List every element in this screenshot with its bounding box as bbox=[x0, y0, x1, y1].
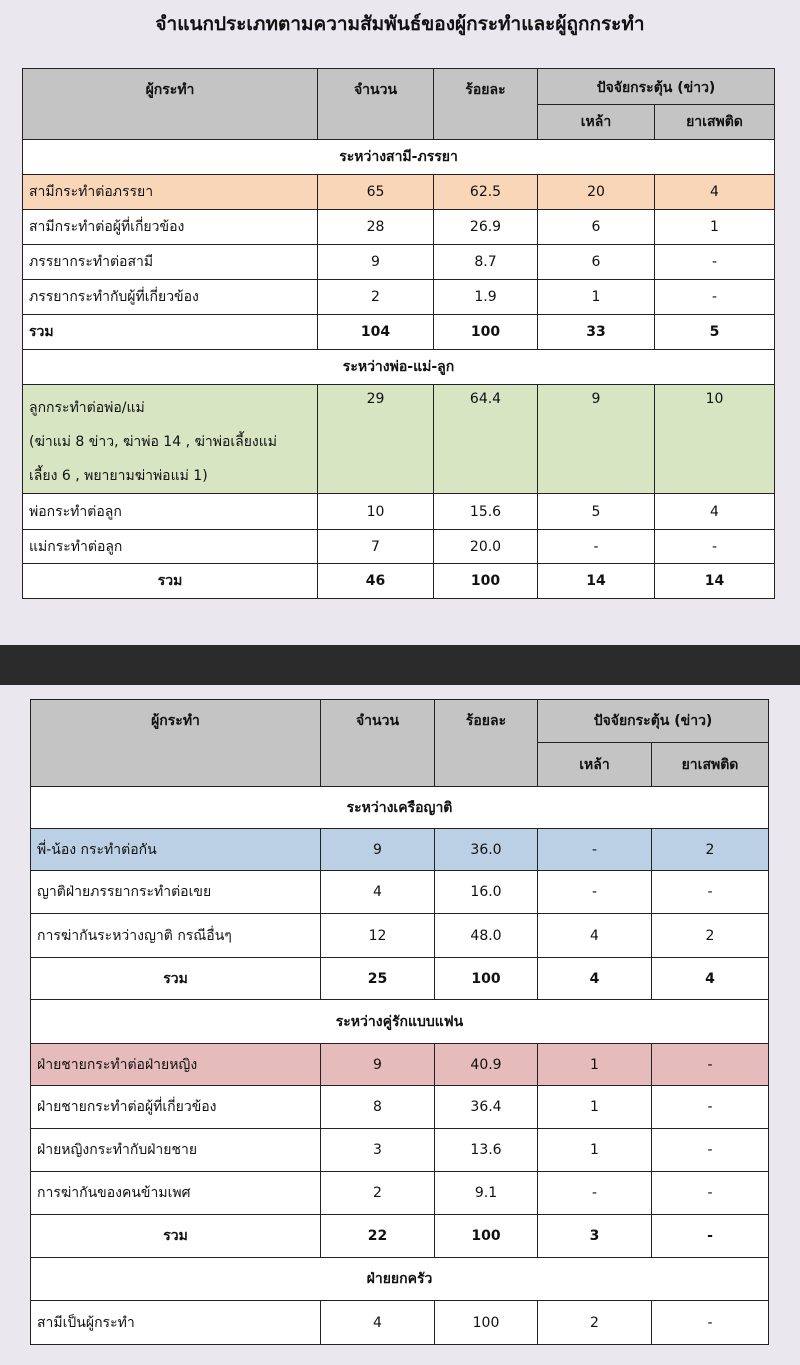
header-percent: ร้อยละ bbox=[434, 69, 538, 140]
row-alcohol: 1 bbox=[538, 1044, 652, 1086]
header-row bbox=[23, 69, 775, 105]
total-drugs: 4 bbox=[652, 958, 769, 1000]
table-row bbox=[31, 1086, 769, 1129]
row-actor: ภรรยากระทำกับผู้ที่เกี่ยวข้อง bbox=[23, 280, 318, 315]
table-row bbox=[31, 871, 769, 914]
row-drugs: 4 bbox=[655, 175, 775, 210]
header-factor: ปัจจัยกระตุ้น (ข่าว) bbox=[538, 700, 769, 743]
row-count: 2 bbox=[321, 1172, 435, 1215]
row-percent: 100 bbox=[435, 1301, 538, 1345]
table-row bbox=[23, 175, 775, 210]
total-count: 104 bbox=[318, 315, 434, 350]
row-drugs: - bbox=[652, 1129, 769, 1172]
row-actor: สามีกระทำต่อผู้ที่เกี่ยวข้อง bbox=[23, 210, 318, 245]
total-drugs: 5 bbox=[655, 315, 775, 350]
row-actor: ฝ่ายชายกระทำต่อฝ่ายหญิง bbox=[31, 1044, 321, 1086]
total-drugs: 14 bbox=[655, 564, 775, 599]
relationship-table-2 bbox=[30, 699, 769, 1345]
total-alcohol: 33 bbox=[538, 315, 655, 350]
header-percent: ร้อยละ bbox=[435, 700, 538, 787]
header-row bbox=[31, 700, 769, 743]
row-percent: 40.9 bbox=[435, 1044, 538, 1086]
table-row bbox=[31, 914, 769, 958]
row-alcohol: 1 bbox=[538, 280, 655, 315]
row-drugs: - bbox=[655, 280, 775, 315]
row-count: 12 bbox=[321, 914, 435, 958]
row-actor: พี่-น้อง กระทำต่อกัน bbox=[31, 829, 321, 871]
row-percent: 15.6 bbox=[434, 494, 538, 530]
row-alcohol: 9 bbox=[538, 385, 655, 494]
row-count: 28 bbox=[318, 210, 434, 245]
row-alcohol: - bbox=[538, 829, 652, 871]
row-count: 3 bbox=[321, 1129, 435, 1172]
total-row bbox=[23, 564, 775, 599]
row-count: 4 bbox=[321, 1301, 435, 1345]
row-drugs: - bbox=[652, 1172, 769, 1215]
header-alcohol: เหล้า bbox=[538, 105, 655, 140]
section-family-killing: ฝ่ายยกครัว bbox=[31, 1258, 769, 1301]
section-row bbox=[31, 1258, 769, 1301]
row-percent: 9.1 bbox=[435, 1172, 538, 1215]
row-drugs: 4 bbox=[655, 494, 775, 530]
row-count: 7 bbox=[318, 530, 434, 564]
row-alcohol: 2 bbox=[538, 1301, 652, 1345]
total-row bbox=[31, 958, 769, 1000]
total-count: 46 bbox=[318, 564, 434, 599]
row-percent: 13.6 bbox=[435, 1129, 538, 1172]
header-alcohol: เหล้า bbox=[538, 743, 652, 787]
page-title: จำแนกประเภทตามความสัมพันธ์ของผู้กระทำและผู้ถูกกระทำ bbox=[155, 13, 645, 35]
row-count: 4 bbox=[321, 871, 435, 914]
table-row bbox=[23, 245, 775, 280]
row-count: 9 bbox=[321, 829, 435, 871]
table-row bbox=[23, 494, 775, 530]
total-percent: 100 bbox=[434, 315, 538, 350]
row-actor: ญาติฝ่ายภรรยากระทำต่อเขย bbox=[31, 871, 321, 914]
row-actor: ฝ่ายหญิงกระทำกับฝ่ายชาย bbox=[31, 1129, 321, 1172]
row-percent: 16.0 bbox=[435, 871, 538, 914]
section-row bbox=[23, 350, 775, 385]
total-count: 25 bbox=[321, 958, 435, 1000]
row-alcohol: 5 bbox=[538, 494, 655, 530]
row-percent: 1.9 bbox=[434, 280, 538, 315]
row-drugs: - bbox=[652, 871, 769, 914]
table-row bbox=[31, 1301, 769, 1345]
row-alcohol: 4 bbox=[538, 914, 652, 958]
row-percent: 36.0 bbox=[435, 829, 538, 871]
section-row bbox=[31, 787, 769, 829]
row-drugs: - bbox=[655, 245, 775, 280]
row-actor: ฝ่ายชายกระทำต่อผู้ที่เกี่ยวข้อง bbox=[31, 1086, 321, 1129]
row-drugs: 10 bbox=[655, 385, 775, 494]
row-actor-note-line2: เลี้ยง 6 , พยายามฆ่าพ่อแม่ 1) bbox=[29, 468, 208, 484]
row-actor: แม่กระทำต่อลูก bbox=[23, 530, 318, 564]
section-parents-children: ระหว่างพ่อ-แม่-ลูก bbox=[23, 350, 775, 385]
row-percent: 8.7 bbox=[434, 245, 538, 280]
table-row bbox=[23, 210, 775, 245]
total-alcohol: 3 bbox=[538, 1215, 652, 1258]
section-relatives: ระหว่างเครือญาติ bbox=[31, 787, 769, 829]
header-actor: ผู้กระทำ bbox=[23, 69, 318, 140]
row-drugs: - bbox=[655, 530, 775, 564]
section-row bbox=[31, 1000, 769, 1044]
table-row bbox=[31, 1044, 769, 1086]
table-row bbox=[23, 530, 775, 564]
header-actor: ผู้กระทำ bbox=[31, 700, 321, 787]
row-actor-main: ลูกกระทำต่อพ่อ/แม่ bbox=[29, 400, 145, 416]
table-row bbox=[31, 1129, 769, 1172]
total-alcohol: 14 bbox=[538, 564, 655, 599]
total-label: รวม bbox=[23, 315, 318, 350]
row-actor: การฆ่ากันของคนข้ามเพศ bbox=[31, 1172, 321, 1215]
row-alcohol: 6 bbox=[538, 245, 655, 280]
header-drugs: ยาเสพติด bbox=[652, 743, 769, 787]
total-percent: 100 bbox=[434, 564, 538, 599]
relationship-table-1 bbox=[22, 68, 775, 599]
row-drugs: 2 bbox=[652, 914, 769, 958]
row-actor: พ่อกระทำต่อลูก bbox=[23, 494, 318, 530]
table-row bbox=[31, 1172, 769, 1215]
row-drugs: 1 bbox=[655, 210, 775, 245]
row-alcohol: - bbox=[538, 1172, 652, 1215]
total-label: รวม bbox=[31, 958, 321, 1000]
table-row bbox=[23, 385, 775, 494]
row-count: 2 bbox=[318, 280, 434, 315]
row-actor: การฆ่ากันระหว่างญาติ กรณีอื่นๆ bbox=[31, 914, 321, 958]
total-drugs: - bbox=[652, 1215, 769, 1258]
row-count: 9 bbox=[321, 1044, 435, 1086]
row-percent: 48.0 bbox=[435, 914, 538, 958]
row-alcohol: - bbox=[538, 530, 655, 564]
row-actor bbox=[23, 385, 318, 494]
row-count: 10 bbox=[318, 494, 434, 530]
row-drugs: - bbox=[652, 1086, 769, 1129]
row-actor: ภรรยากระทำต่อสามี bbox=[23, 245, 318, 280]
section-row bbox=[23, 140, 775, 175]
table-row bbox=[23, 280, 775, 315]
row-count: 65 bbox=[318, 175, 434, 210]
row-count: 8 bbox=[321, 1086, 435, 1129]
header-count: จำนวน bbox=[318, 69, 434, 140]
total-row bbox=[23, 315, 775, 350]
header-drugs: ยาเสพติด bbox=[655, 105, 775, 140]
row-percent: 62.5 bbox=[434, 175, 538, 210]
section-spouses: ระหว่างสามี-ภรรยา bbox=[23, 140, 775, 175]
header-count: จำนวน bbox=[321, 700, 435, 787]
total-label: รวม bbox=[23, 564, 318, 599]
total-alcohol: 4 bbox=[538, 958, 652, 1000]
row-count: 9 bbox=[318, 245, 434, 280]
row-drugs: 2 bbox=[652, 829, 769, 871]
row-alcohol: - bbox=[538, 871, 652, 914]
row-drugs: - bbox=[652, 1301, 769, 1345]
row-count: 29 bbox=[318, 385, 434, 494]
row-actor-note-line1: (ฆ่าแม่ 8 ข่าว, ฆ่าพ่อ 14 , ฆ่าพ่อเลี้ยงแม่ bbox=[29, 434, 278, 450]
row-percent: 20.0 bbox=[434, 530, 538, 564]
row-drugs: - bbox=[652, 1044, 769, 1086]
section-couples: ระหว่างคู่รักแบบแฟน bbox=[31, 1000, 769, 1044]
row-alcohol: 1 bbox=[538, 1086, 652, 1129]
divider-band bbox=[0, 645, 800, 685]
total-percent: 100 bbox=[435, 958, 538, 1000]
total-percent: 100 bbox=[435, 1215, 538, 1258]
total-row bbox=[31, 1215, 769, 1258]
row-actor: สามีเป็นผู้กระทำ bbox=[31, 1301, 321, 1345]
row-actor: สามีกระทำต่อภรรยา bbox=[23, 175, 318, 210]
row-alcohol: 6 bbox=[538, 210, 655, 245]
header-factor: ปัจจัยกระตุ้น (ข่าว) bbox=[538, 69, 775, 105]
row-alcohol: 1 bbox=[538, 1129, 652, 1172]
table-row bbox=[31, 829, 769, 871]
row-alcohol: 20 bbox=[538, 175, 655, 210]
total-count: 22 bbox=[321, 1215, 435, 1258]
row-percent: 64.4 bbox=[434, 385, 538, 494]
row-percent: 26.9 bbox=[434, 210, 538, 245]
total-label: รวม bbox=[31, 1215, 321, 1258]
row-percent: 36.4 bbox=[435, 1086, 538, 1129]
